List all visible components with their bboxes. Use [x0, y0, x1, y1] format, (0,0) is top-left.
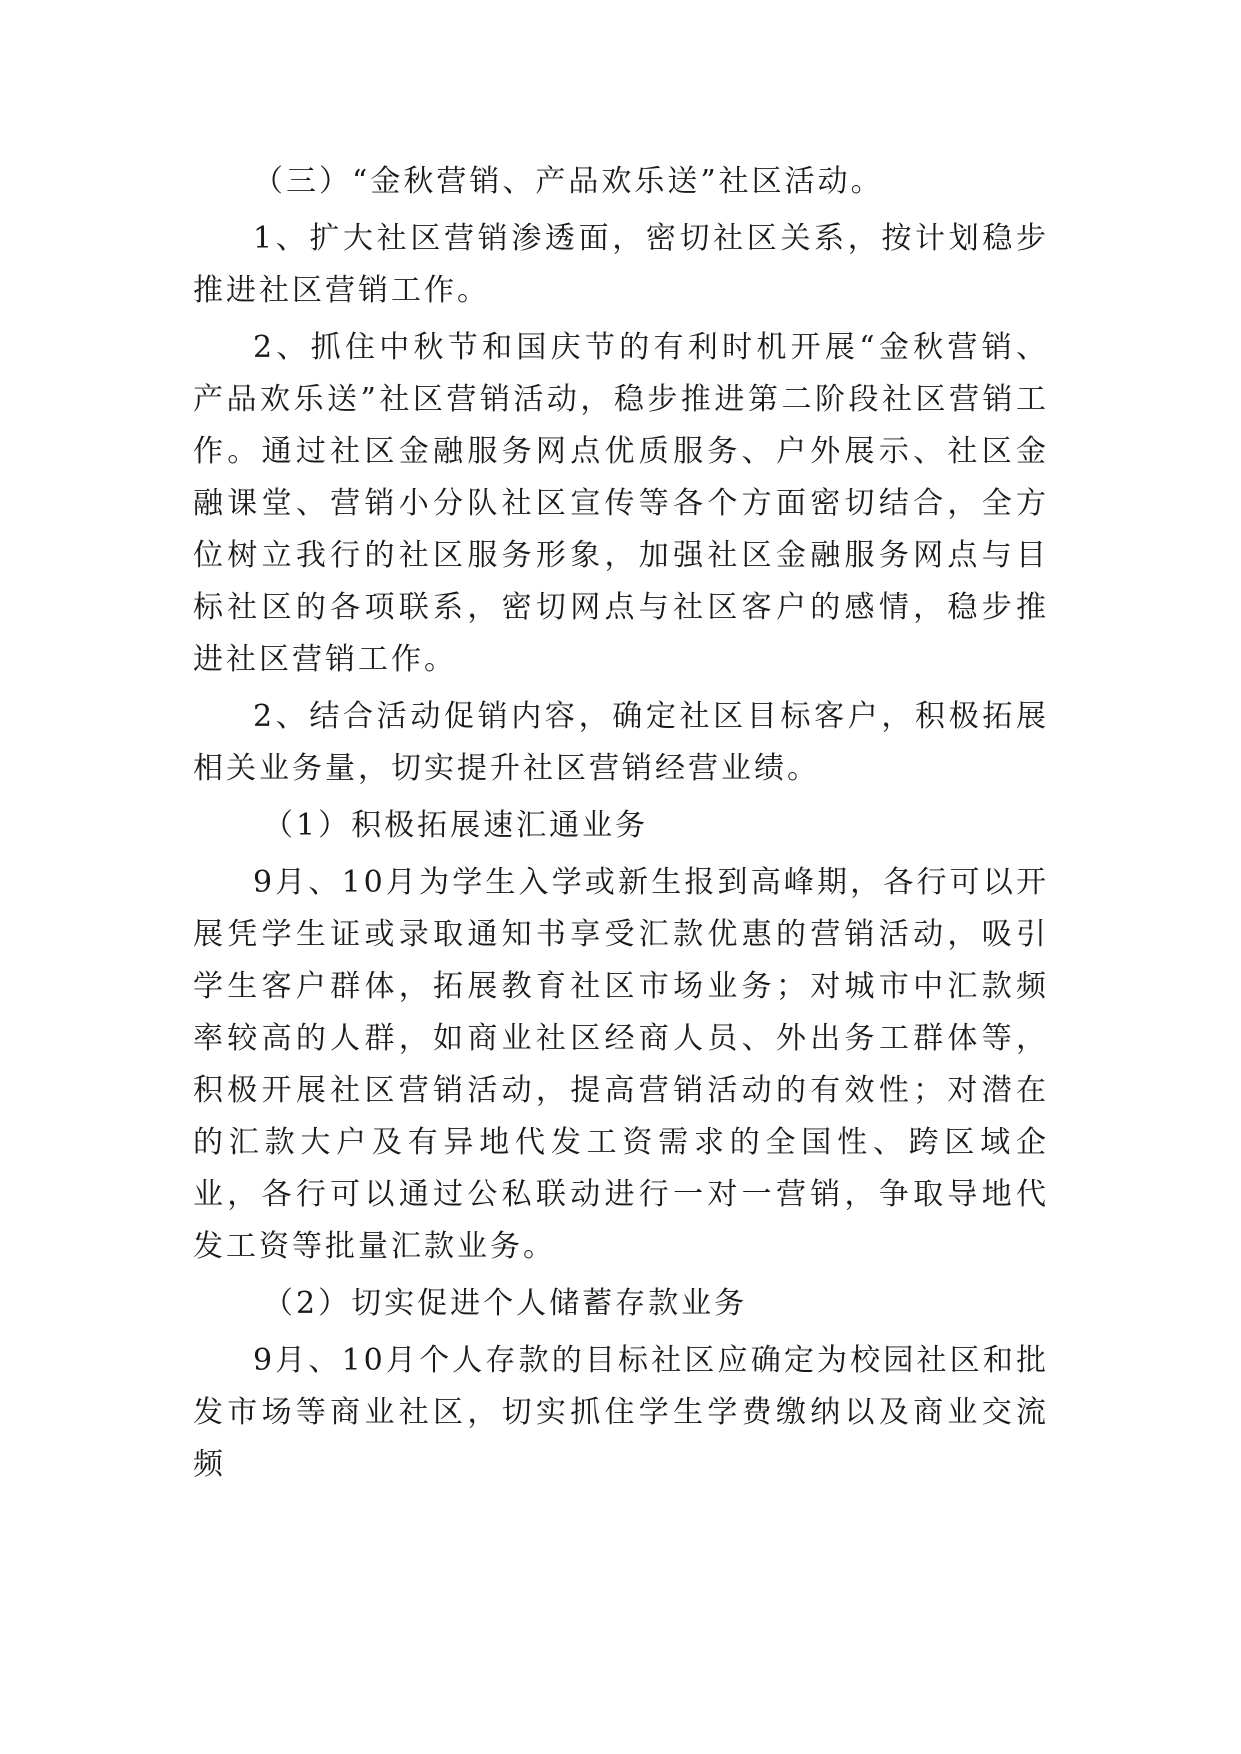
paragraph: 2、抓住中秋节和国庆节的有利时机开展“金秋营销、产品欢乐送”社区营销活动，稳步推进第二阶段社区营销工作。通过社区金融服务网点优质服务、户外展示、社区金融课堂、营销小分队社区宣传等各个方面密切结合，全方位树立我行的社区服务形象，加强社区金融服务网点与目标社区的各项联系，密切网点与社区客户的感情，稳步推进社区营销工作。 — [193, 330, 1049, 677]
paragraph: 9月、10月为学生入学或新生报到高峰期，各行可以开展凭学生证或录取通知书享受汇款优惠的营销活动，吸引学生客户群体，拓展教育社区市场业务；对城市中汇款频率较高的人群，如商业社区经商人员、外出务工群体等，积极开展社区营销活动，提高营销活动的有效性；对潜在的汇款大户及有异地代发工资需求的全国性、跨区域企业，各行可以通过公私联动进行一对一营销，争取导地代发工资等批量汇款业务。 — [193, 865, 1049, 1264]
paragraph: 2、结合活动促销内容，确定社区目标客户，积极拓展相关业务量，切实提升社区营销经营业绩。 — [193, 699, 1049, 786]
subsection-heading: （1）积极拓展速汇通业务 — [263, 808, 649, 843]
paragraph: 9月、10月个人存款的目标社区应确定为校园社区和批发市场等商业社区，切实抓住学生学费缴纳以及商业交流频 — [193, 1343, 1049, 1482]
document-body — [193, 156, 1049, 1491]
subsection-heading: （2）切实促进个人储蓄存款业务 — [263, 1286, 748, 1321]
section-heading: （三）“金秋营销、产品欢乐送”社区活动。 — [253, 164, 884, 199]
paragraph: 1、扩大社区营销渗透面，密切社区关系，按计划稳步推进社区营销工作。 — [193, 221, 1049, 308]
